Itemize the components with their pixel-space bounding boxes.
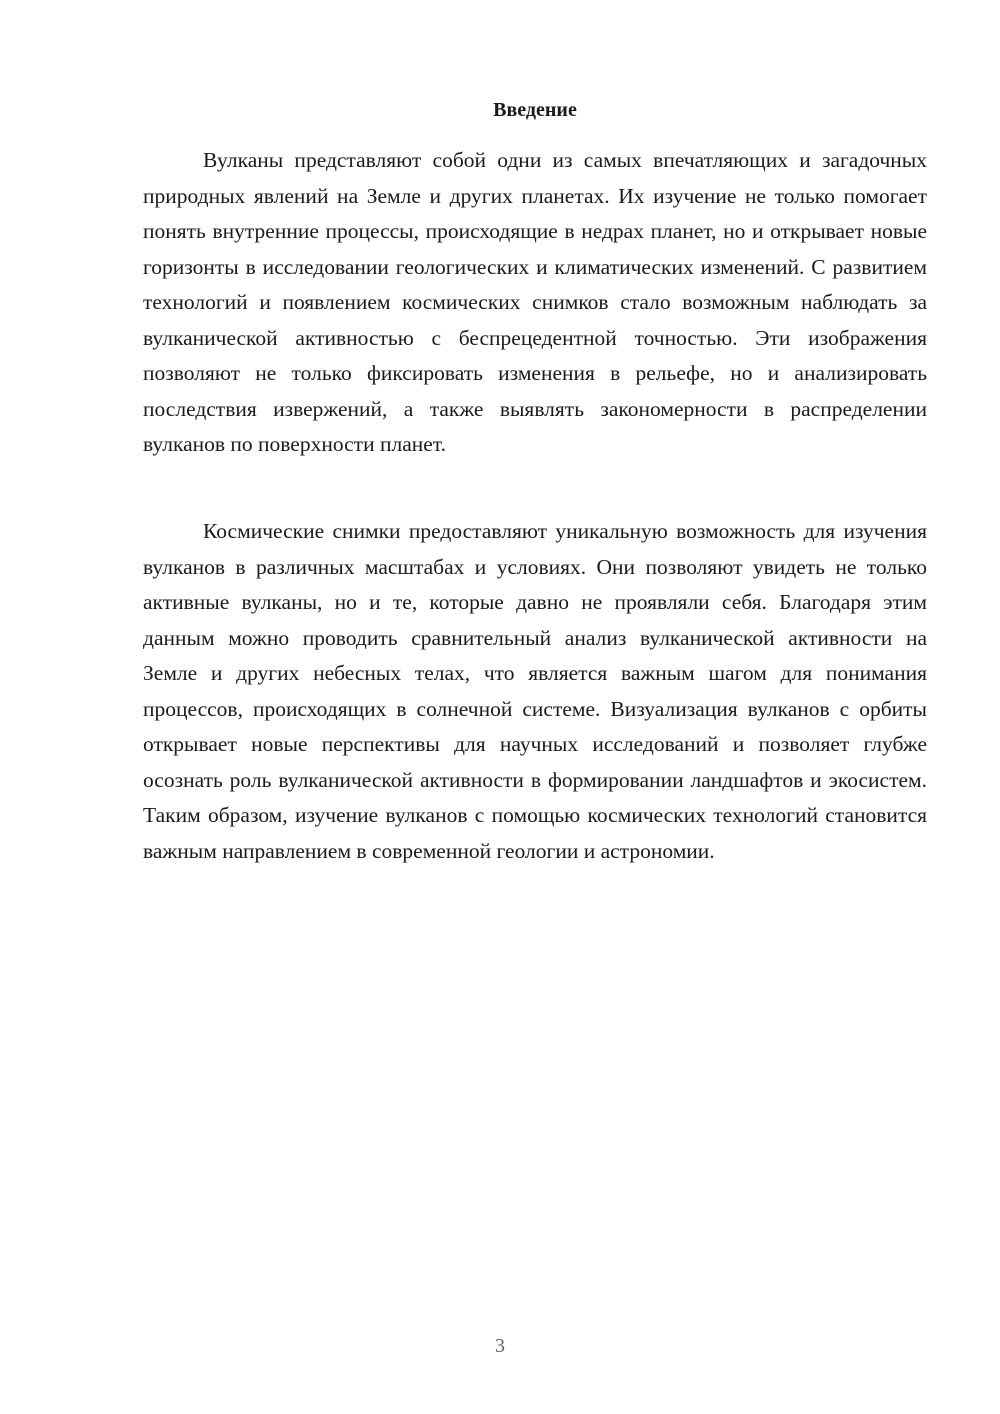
paragraph-2: Космические снимки предоставляют уникальную возможность для изучения вулканов в различных масштабах и условиях. Они позволяют увидеть не только активные вулканы, но и те, которые давно не проявляли себя. Благодаря этим данным можно проводить сравнительный анализ вулканической активности на Земле и других небесных телах, что является важным шагом для понимания процессов, происходящих в солнечной системе. Визуализация вулканов с орбиты открывает новые перспективы для научных исследований и позволяет глубже осознать роль вулканической активности в формировании ландшафтов и экосистем. Таким образом, изучение вулканов с помощью космических технологий становится важным направлением в современной геологии и астрономии.	[143, 519, 927, 863]
paragraph-1: Вулканы представляют собой одни из самых впечатляющих и загадочных природных явлений на Земле и других планетах. Их изучение не только помогает понять внутренние процессы, происходящие в недрах планет, но и открывает новые горизонты в исследовании геологических и климатических изменений. С развитием технологий и появлением космических снимков стало возможным наблюдать за вулканической активностью с беспрецедентной точностью. Эти изображения позволяют не только фиксировать изменения в рельефе, но и анализировать последствия извержений, а также выявлять закономерности в распределении вулканов по поверхности планет.	[143, 148, 927, 456]
page-title: Введение	[493, 99, 577, 121]
page-number: 3	[495, 1335, 505, 1357]
